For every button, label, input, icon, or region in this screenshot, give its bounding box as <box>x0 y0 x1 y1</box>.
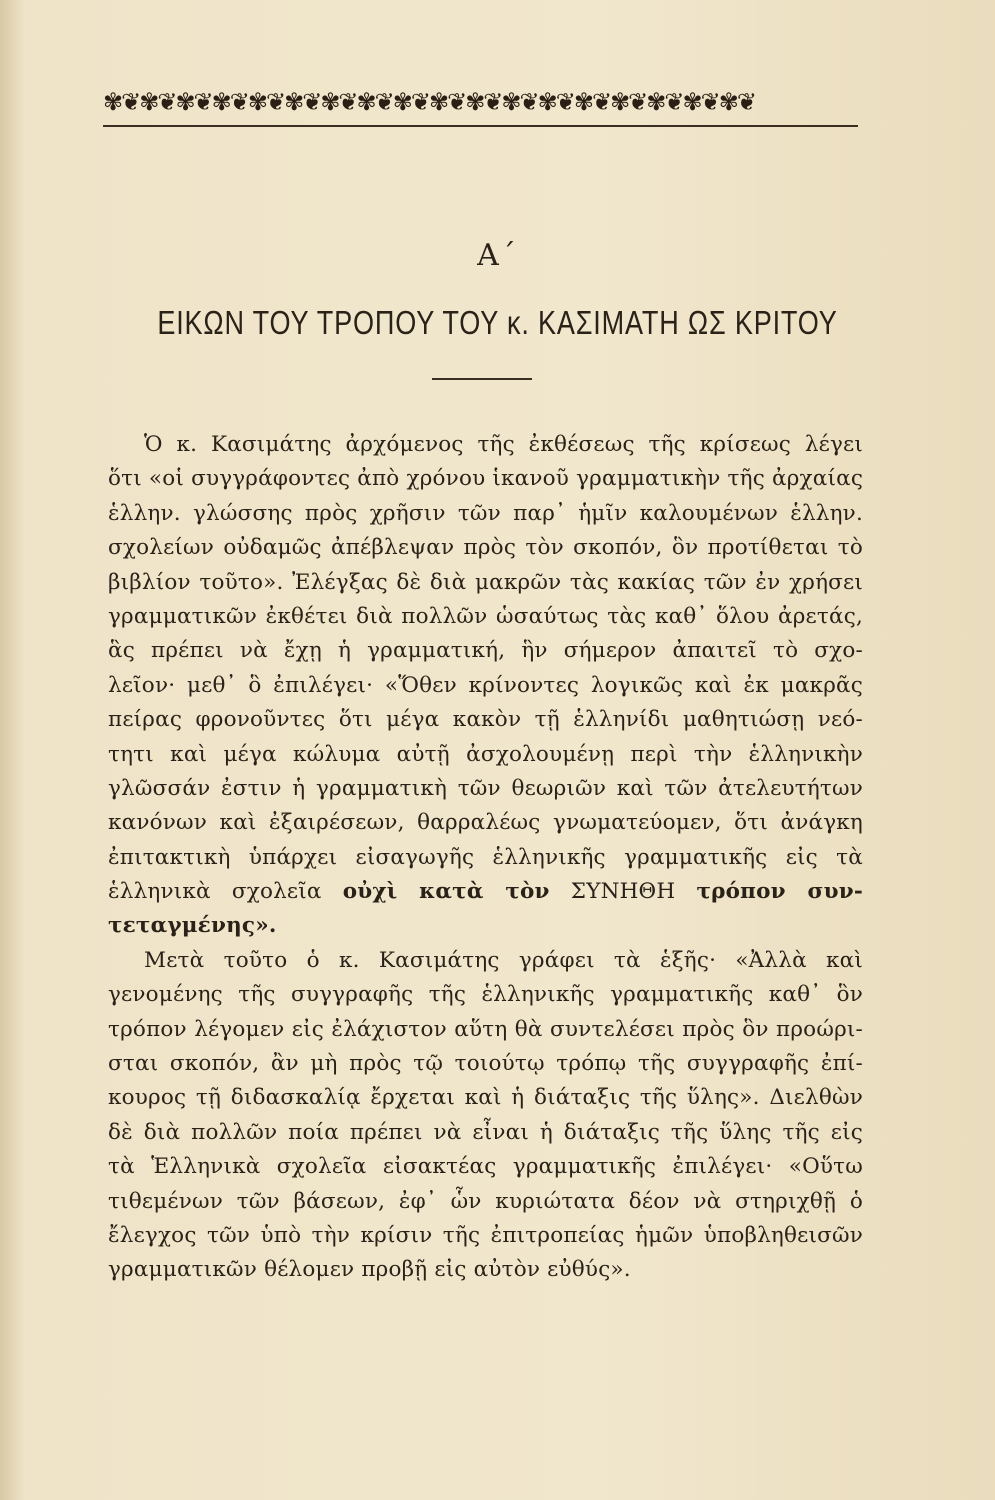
text-line: γραμματικῶν θέλομεν προβῇ εἰς αὐτὸν εὐθύς». <box>108 1257 631 1283</box>
text-line: γραμματικῶν ἐκθέτει διὰ πολλῶν ὡσαύτως τὰς καθ᾿ ὅλου ἀρετάς, <box>108 603 863 629</box>
text-line: τρόπον λέγομεν εἰς ἐλάχιστον αὕτη θὰ συντελέσει πρὸς ὃν προώρι- <box>108 1016 863 1042</box>
text-line: κουρος τῇ διδασκαλίᾳ ἔρχεται καὶ ἡ διάταξις τῆς ὕλης». Διελθὼν <box>108 1085 863 1111</box>
text-line: κανόνων καὶ ἐξαιρέσεων, θαρραλέως γνωματεύομεν, ὅτι ἀνάγκη <box>108 810 863 836</box>
text-line: τιθεμένων τῶν βάσεων, ἐφ᾿ ὧν κυριώτατα δέον νὰ στηριχθῇ ὁ <box>108 1188 863 1214</box>
title-divider <box>432 378 532 380</box>
text-line: δὲ διὰ πολλῶν ποία πρέπει νὰ εἶναι ἡ διάταξις τῆς ὕλης τῆς εἰς <box>108 1119 863 1145</box>
text-line: ἔλεγχος τῶν ὑπὸ τὴν κρίσιν τῆς ἐπιτροπείας ἡμῶν ὑποβληθεισῶν <box>108 1222 863 1248</box>
text-line: ἑλλην. γλώσσης πρὸς χρῆσιν τῶν παρ᾿ ἡμῖν καλουμένων ἑλλην. <box>108 500 863 526</box>
text-line: Μετὰ τοῦτο ὁ κ. Κασιμάτης γράφει τὰ ἑξῆς· «Ἀλλὰ καὶ <box>144 947 863 973</box>
body-text <box>108 428 863 1288</box>
text-line: πείρας φρονοῦντες ὅτι μέγα κακὸν τῇ ἑλληνίδι μαθητιώσῃ νεό- <box>108 707 863 733</box>
text-line: σται σκοπόν, ἂν μὴ πρὸς τῷ τοιούτῳ τρόπῳ τῆς συγγραφῆς ἐπί- <box>108 1051 863 1077</box>
text-fragment: ΣΥΝΗΘΗ <box>570 879 676 905</box>
text-line: τητι καὶ μέγα κώλυμα αὐτῇ ἀσχολουμένῃ περὶ τὴν ἑλληνικὴν <box>108 741 863 767</box>
text-line: ὅτι «οἱ συγγράφοντες ἀπὸ χρόνου ἱκανοῦ γραμματικὴν τῆς ἀρχαίας <box>108 466 863 492</box>
ornament-rule <box>103 125 858 127</box>
text-line: λεῖον· μεθ᾿ ὃ ἐπιλέγει· «Ὅθεν κρίνοντες λογικῶς καὶ ἐκ μακρᾶς <box>108 672 863 698</box>
text-line: τὰ Ἑλληνικὰ σχολεῖα εἰσακτέας γραμματικῆς ἐπιλέγει· «Οὕτω <box>108 1154 863 1180</box>
text-line: Ὁ κ. Κασιμάτης ἀρχόμενος τῆς ἐκθέσεως τῆς κρίσεως λέγει <box>144 432 863 457</box>
section-letter: Α΄ <box>477 238 518 273</box>
bold-fragment: τρόπον συν- <box>696 879 863 905</box>
text-line: γενομένης τῆς συγγραφῆς τῆς ἑλληνικῆς γραμματικῆς καθ᾿ ὃν <box>108 982 863 1008</box>
text-line: ἃς πρέπει νὰ ἔχῃ ἡ γραμματική, ἣν σήμερον ἀπαιτεῖ τὸ σχο- <box>108 638 863 664</box>
text-line: σχολείων οὐδαμῶς ἀπέβλεψαν πρὸς τὸν σκοπόν, ὃν προτίθεται τὸ <box>108 535 863 561</box>
text-line: ἐπιτακτικὴ ὑπάρχει εἰσαγωγῆς ἑλληνικῆς γραμματικῆς εἰς τὰ <box>108 844 863 870</box>
text-line: γλῶσσάν ἐστιν ἡ γραμματικὴ τῶν θεωριῶν καὶ τῶν ἀτελευτήτων <box>108 775 863 801</box>
text-fragment: ἑλληνικὰ σχολεῖα <box>108 879 322 905</box>
page-title: ΕΙΚΩΝ ΤΟΥ ΤΡΟΠΟΥ ΤΟΥ κ. ΚΑΣΙΜΑΤΗ ΩΣ ΚΡΙΤΟΥ <box>157 304 838 341</box>
text-line-emphasis <box>108 875 863 909</box>
text-line: βιβλίον τοῦτο». Ἐλέγξας δὲ διὰ μακρῶν τὰς κακίας τῶν ἐν χρήσει <box>108 569 863 595</box>
bold-fragment: οὐχὶ κατὰ τὸν <box>342 879 550 905</box>
ornament-border: ✾❦✾❦✾❦✾❦✾❦✾❦✾❦✾❦✾❦✾❦✾❦✾❦✾❦✾❦✾❦✾❦✾❦✾❦ <box>103 88 755 116</box>
text-line-emphasis: τεταγμένης». <box>108 913 277 939</box>
